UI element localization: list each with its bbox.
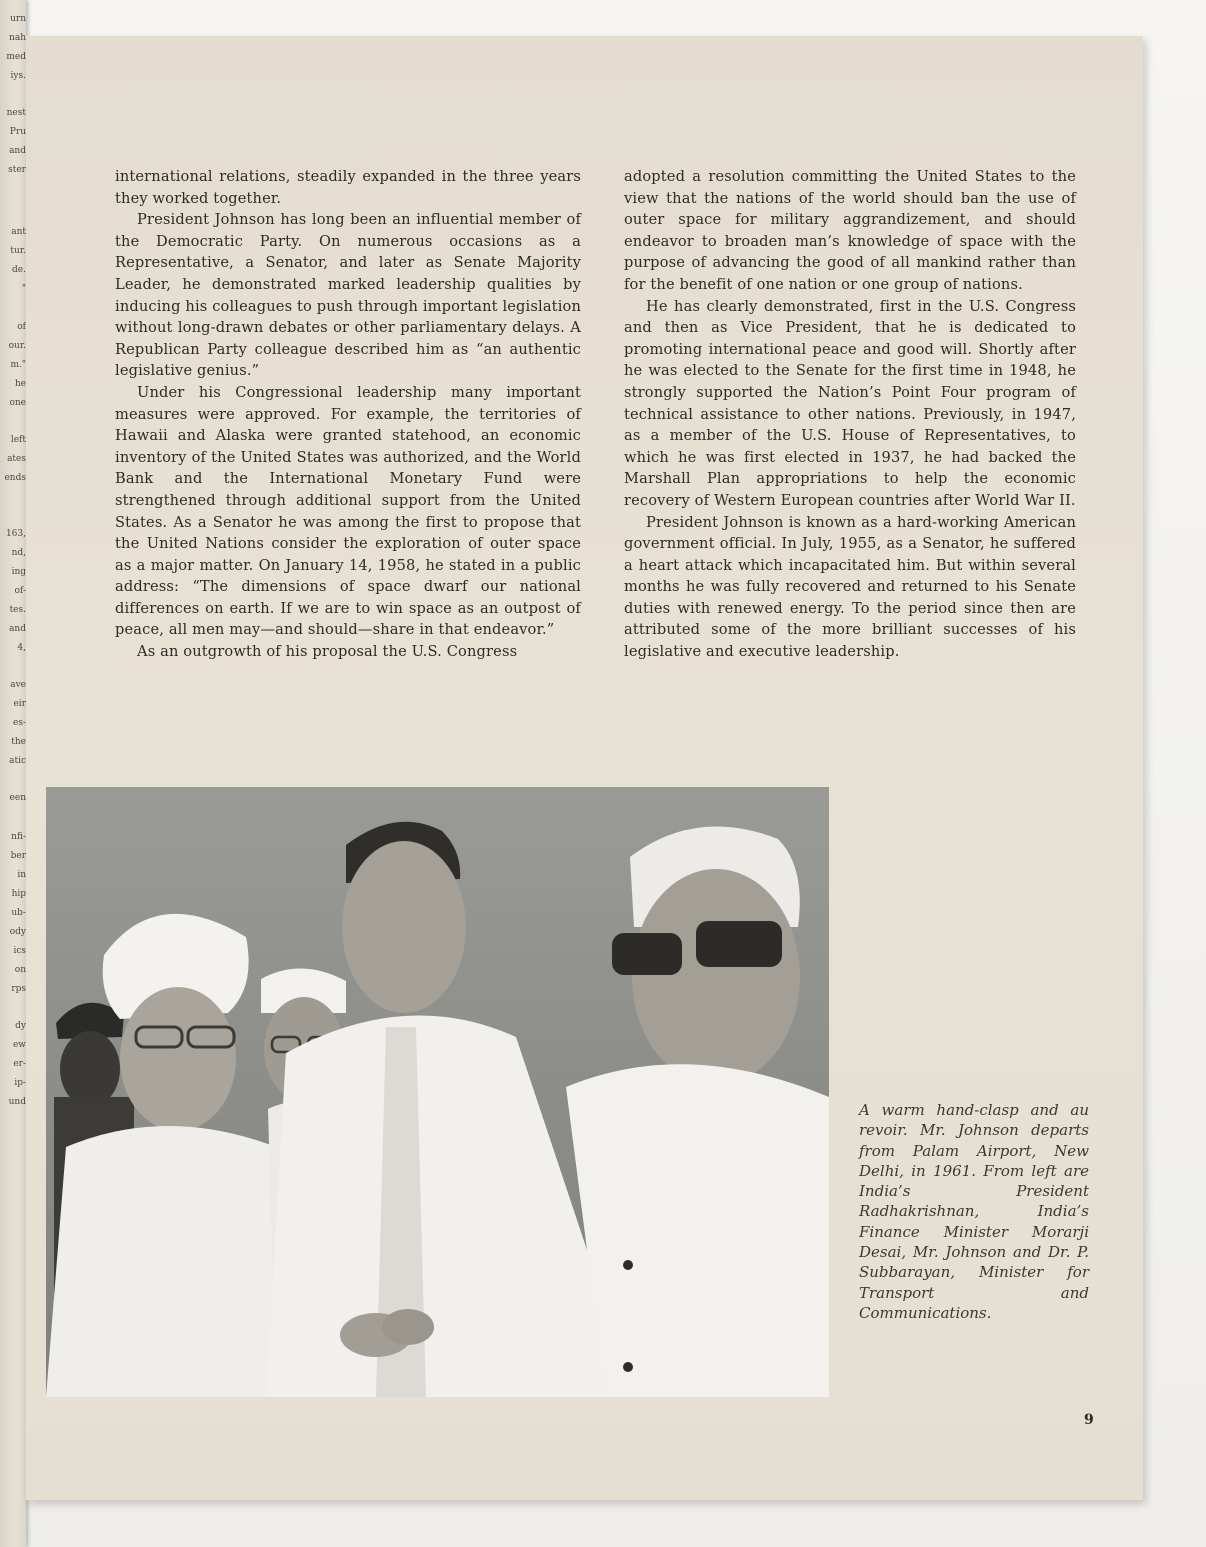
prev-page-text-fragment: es- [13, 718, 26, 728]
prev-page-text-fragment: rps [11, 984, 26, 994]
photo-caption: A warm hand-clasp and au revoir. Mr. Johnson departs from Palam Airport, New Delhi, in 1961. From left are India’s President Radhakrishnan, India’s Finance Minister Morarji Desai, Mr. Johnson and Dr. P. Subbarayan, Minister for Transport and Communications. [859, 1101, 1089, 1322]
magazine-page [26, 36, 1143, 1500]
paragraph: international relations, steadily expanded in the three years they worked together. [115, 168, 581, 207]
prev-page-text-fragment: of [17, 322, 26, 332]
prev-page-text-fragment: ew [12, 1040, 26, 1050]
prev-page-text-fragment: med [6, 52, 26, 62]
prev-page-text-fragment: in [17, 870, 26, 880]
prev-page-text-fragment: ant [11, 227, 26, 237]
prev-page-text-fragment: Pru [9, 127, 26, 137]
prev-page-text-fragment: nfi- [11, 832, 26, 842]
prev-page-text-fragment: de. [12, 265, 26, 275]
prev-page-text-fragment: ave [10, 680, 26, 690]
photograph-illustration [46, 787, 829, 1397]
right-text-column [624, 166, 1076, 663]
prev-page-text-fragment: ing [11, 567, 26, 577]
prev-page-text-fragment: 163, [5, 529, 26, 539]
page-number: 9 [1084, 1412, 1094, 1428]
prev-page-text-fragment: nah [9, 33, 26, 43]
prev-page-text-fragment: ip- [14, 1078, 26, 1088]
prev-page-text-fragment: tur. [10, 246, 26, 256]
prev-page-text-fragment: urn [10, 14, 26, 24]
prev-page-text-fragment: m." [10, 360, 26, 370]
prev-page-text-fragment: left [10, 435, 26, 445]
prev-page-text-fragment: eir [13, 699, 26, 709]
prev-page-text-fragment: iys. [10, 71, 26, 81]
prev-page-text-fragment: and [9, 624, 26, 634]
prev-page-text-fragment: the [11, 737, 26, 747]
prev-page-text-fragment: one [9, 398, 26, 408]
prev-page-text-fragment: of- [14, 586, 26, 596]
prev-page-text-fragment: on [14, 965, 26, 975]
prev-page-text-fragment: our. [8, 341, 26, 351]
paragraph: President Johnson is known as a hard-working American government official. In July, 1955, as a Senator, he suffered a heart attack which incapacitated him. But within several months he was fully recovered and returned to his Senate duties with renewed energy. To the period since then are attributed some of the more brilliant successes of his legislative and executive leadership. [624, 513, 1076, 661]
prev-page-text-fragment: er- [13, 1059, 26, 1069]
paragraph: adopted a resolution committing the United States to the view that the nations of the world should ban the use of outer space for military aggrandizement, and should endeavor to broaden man’s knowledge of space with the purpose of advancing the good of all mankind rather than for the benefit of one nation or one group of nations. [624, 168, 1076, 293]
left-text-column [115, 166, 581, 663]
prev-page-text-fragment: atic [9, 756, 26, 766]
photograph [46, 787, 829, 1397]
prev-page-text-fragment: " [21, 284, 26, 294]
prev-page-text-fragment: ates [7, 454, 26, 464]
previous-page-edge [0, 0, 26, 1547]
prev-page-text-fragment: ub- [11, 908, 26, 918]
prev-page-text-fragment: ics [13, 946, 26, 956]
prev-page-text-fragment: and [9, 146, 26, 156]
prev-page-text-fragment: und [8, 1097, 26, 1107]
prev-page-text-fragment: tes. [9, 605, 26, 615]
prev-page-text-fragment: hip [11, 889, 26, 899]
paragraph: President Johnson has long been an influential member of the Democratic Party. On numerous occasions as a Representative, a Senator, and later as Senate Majority Leader, he demonstrated marked leadership qualities by inducing his colleagues to push through important legislation without long-drawn debates or other parliamentary delays. A Republican Party colleague described him as “an authentic legislative genius.” [115, 211, 581, 380]
prev-page-text-fragment: he [14, 379, 26, 389]
paragraph: Under his Congressional leadership many important measures were approved. For example, the territories of Hawaii and Alaska were granted statehood, an economic inventory of the United States was authorized, and the World Bank and the International Monetary Fund were strengthened through additional support from the United States. As a Senator he was among the first to propose that the United Nations consider the exploration of outer space as a major matter. On January 14, 1958, he stated in a public address: “The dimensions of space dwarf our national differences on earth. If we are to win space as an outpost of peace, all men may—and should—share in that endeavor.” [115, 383, 581, 639]
prev-page-text-fragment: dy [15, 1021, 26, 1031]
prev-page-text-fragment: een [9, 793, 26, 803]
paragraph: As an outgrowth of his proposal the U.S. Congress [137, 643, 518, 661]
paragraph: He has clearly demonstrated, first in the U.S. Congress and then as Vice President, that he is dedicated to promoting international peace and good will. Shortly after he was elected to the Senate for the first time in 1948, he strongly supported the Nation’s Point Four program of technical assistance to other nations. Previously, in 1947, as a member of the U.S. House of Representatives, to which he was first elected in 1937, he had backed the Marshall Plan appropriations to help the economic recovery of Western European countries after World War II. [624, 297, 1076, 509]
prev-page-text-fragment: ends [4, 473, 26, 483]
prev-page-text-fragment: 4, [17, 643, 26, 653]
prev-page-text-fragment: nest [6, 108, 26, 118]
prev-page-text-fragment: ber [10, 851, 26, 861]
prev-page-text-fragment: nd, [11, 548, 26, 558]
prev-page-text-fragment: ody [9, 927, 26, 937]
prev-page-text-fragment: ster [8, 165, 26, 175]
